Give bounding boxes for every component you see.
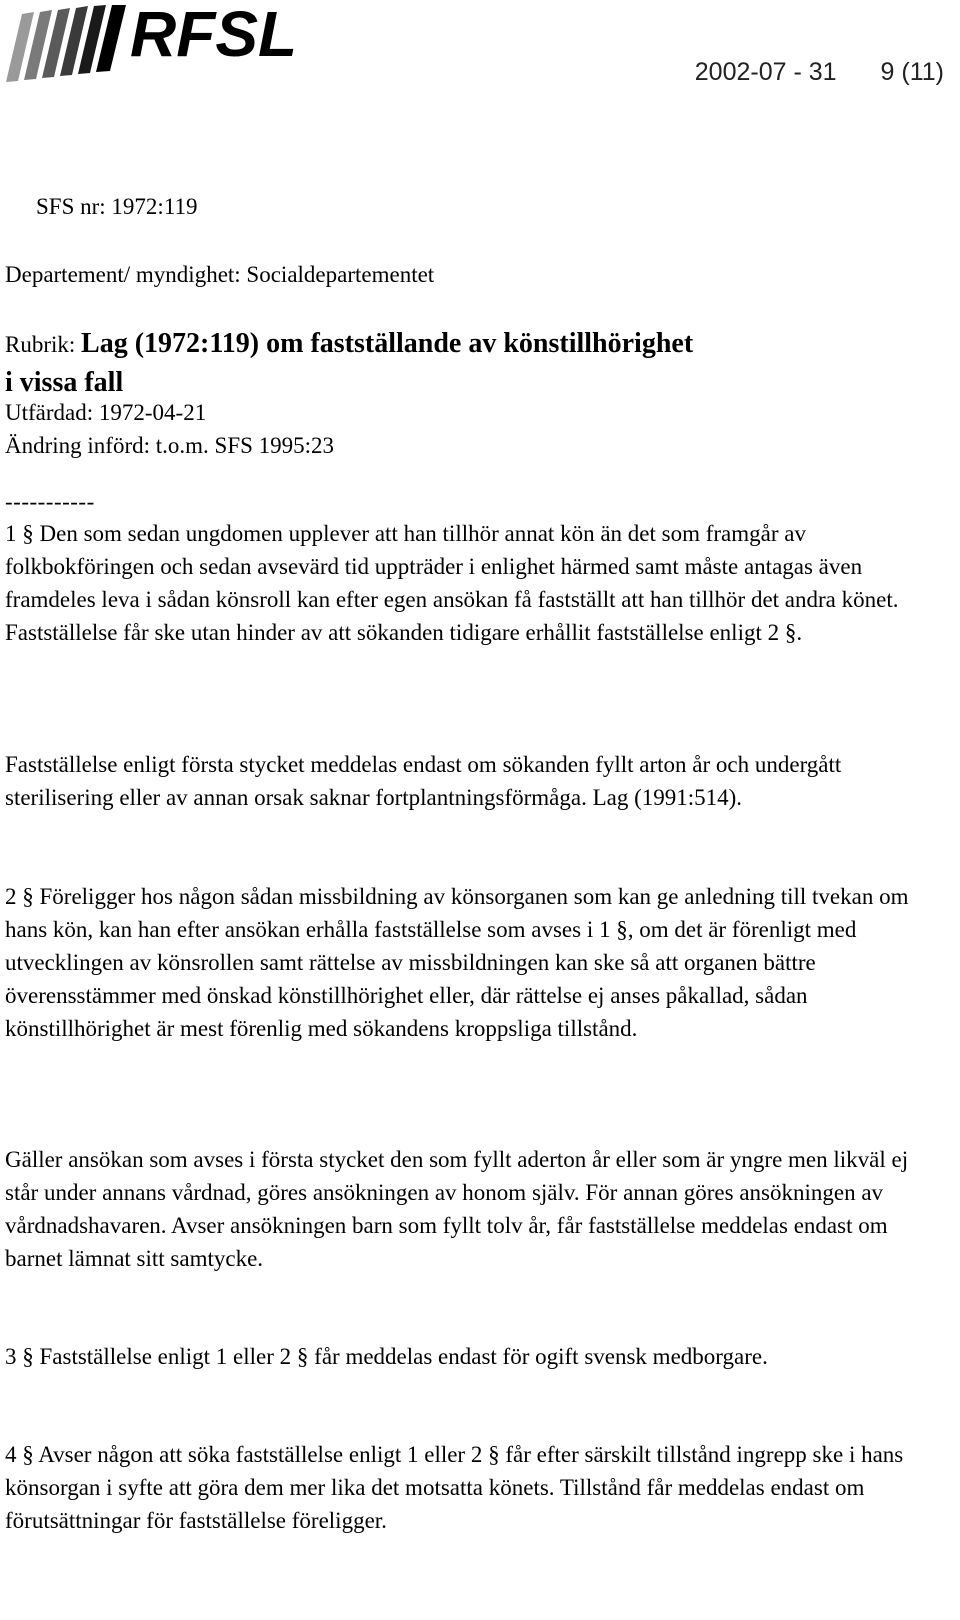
page-header-meta <box>695 58 944 87</box>
rubrik <box>5 326 705 404</box>
separator: ----------- <box>5 489 95 514</box>
amendment-note: Ändring införd: t.o.m. SFS 1995:23 <box>5 433 335 458</box>
department: Departement/ myndighet: Socialdepartementet <box>5 262 435 287</box>
sfs-number: SFS nr: 1972:119 <box>36 194 198 219</box>
issued-date: Utfärdad: 1972-04-21 <box>5 400 207 425</box>
rfsl-logo <box>4 4 376 86</box>
document-date: 2002-07 - 31 <box>694 58 837 86</box>
paragraph-2-second: Gäller ansökan som avses i första stycket den som fyllt aderton år eller som är yngre men likväl ej står under annans vårdnad, göres ansökningen av honom själv. För annan göres ansökningen av vårdnadshavaren. Avser ansökningen barn som fyllt tolv år, får fastställelse meddelas endast om barnet lämnat sitt samtycke. <box>5 1147 909 1271</box>
logo-text: RFSL <box>130 4 298 70</box>
paragraph-3: 3 § Fastställelse enligt 1 eller 2 § får meddelas endast för ogift svensk medborgare. <box>5 1344 768 1369</box>
paragraph-2: 2 § Föreligger hos någon sådan missbildning av könsorganen som kan ge anledning till tvekan om hans kön, kan han efter ansökan erhålla fastställelse som avses i 1 §, om det är förenligt med utvecklingen av könsrollen samt rättelse av missbildningen kan ske så att organen bättre överensstämmer med önskad könstillhörighet eller, där rättelse ej anses påkallad, sådan könstillhörighet är mest förenlig med sökandens kroppsliga tillstånd. <box>5 884 909 1041</box>
paragraph-1: 1 § Den som sedan ungdomen upplever att han tillhör annat kön än det som framgår av folkbokföringen och sedan avsevärd tid uppträder i enlighet härmed samt måste antagas även framdeles leva i sådan könsroll kan efter egen ansökan få fastställt att han tillhör det andra könet. Fastställelse får ske utan hinder av att sökanden tidigare erhållit fastställelse enligt 2 §. <box>5 521 899 645</box>
page-number: 9 (11) <box>880 58 944 86</box>
paragraph-1-second: Fastställelse enligt första stycket meddelas endast om sökanden fyllt arton år och undergått sterilisering eller av annan orsak saknar fortplantningsförmåga. Lag (1991:514). <box>5 752 842 810</box>
law-title: Lag (1972:119) om fastställande av könstillhörighet i vissa fall <box>5 328 694 398</box>
paragraph-4: 4 § Avser någon att söka fastställelse enligt 1 eller 2 § får efter särskilt tillstånd ingrepp ske i hans könsorgan i syfte att göra dem mer lika det motsatta könets. Tillstånd får meddelas endast om förutsättningar för fastställelse föreligger. <box>5 1442 904 1533</box>
rubrik-label: Rubrik: <box>5 332 82 357</box>
